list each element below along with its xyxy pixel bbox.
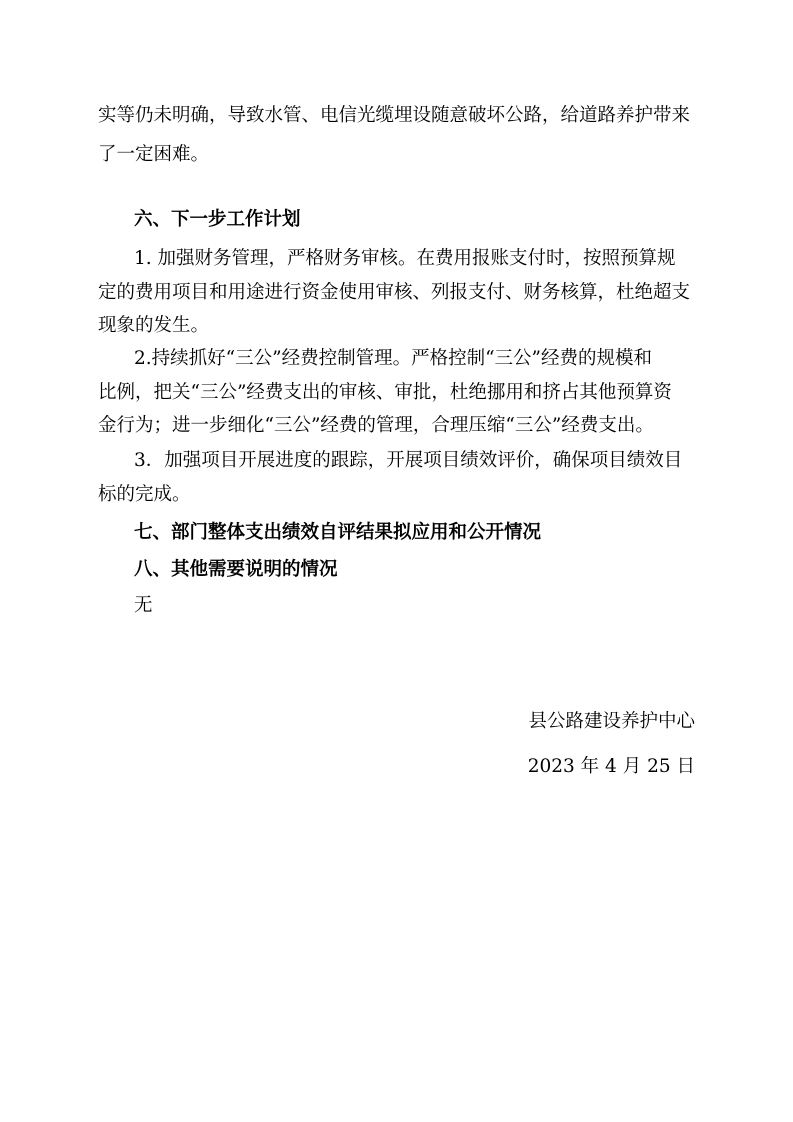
signature-organization: 县公路建设养护中心 <box>528 711 695 732</box>
section-8-content: 无 <box>134 595 153 616</box>
plan-item-1-line: 现象的发生。 <box>98 315 210 336</box>
plan-item-2-line: 金行为；进一步细化“三公”经费的管理，合理压缩“三公”经费支出。 <box>98 415 654 436</box>
section-8-heading: 八、其他需要说明的情况 <box>134 559 338 580</box>
plan-item-3-line: 标的完成。 <box>98 484 191 505</box>
signature-date: 2023 年 4 月 25 日 <box>527 756 695 777</box>
section-6-heading: 六、下一步工作计划 <box>134 209 301 230</box>
plan-item-3-line: 3．加强项目开展进度的跟踪，开展项目绩效评价，确保项目绩效目 <box>134 450 683 471</box>
plan-item-2-line: 2.持续抓好“三公”经费控制管理。严格控制“三公”经费的规模和 <box>134 348 652 369</box>
plan-item-1-line: 定的费用项目和用途进行资金使用审核、列报支付、财务核算，杜绝超支 <box>98 282 691 303</box>
plan-item-2-line: 比例，把关“三公”经费支出的审核、审批，杜绝挪用和挤占其他预算资 <box>98 382 672 403</box>
section-7-heading: 七、部门整体支出绩效自评结果拟应用和公开情况 <box>134 522 542 543</box>
paragraph-line: 实等仍未明确，导致水管、电信光缆埋设随意破坏公路，给道路养护带来 <box>98 105 691 126</box>
plan-item-1-line: 1. 加强财务管理，严格财务审核。在费用报账支付时，按照预算规 <box>134 248 676 269</box>
paragraph-line: 了一定困难。 <box>98 144 210 165</box>
